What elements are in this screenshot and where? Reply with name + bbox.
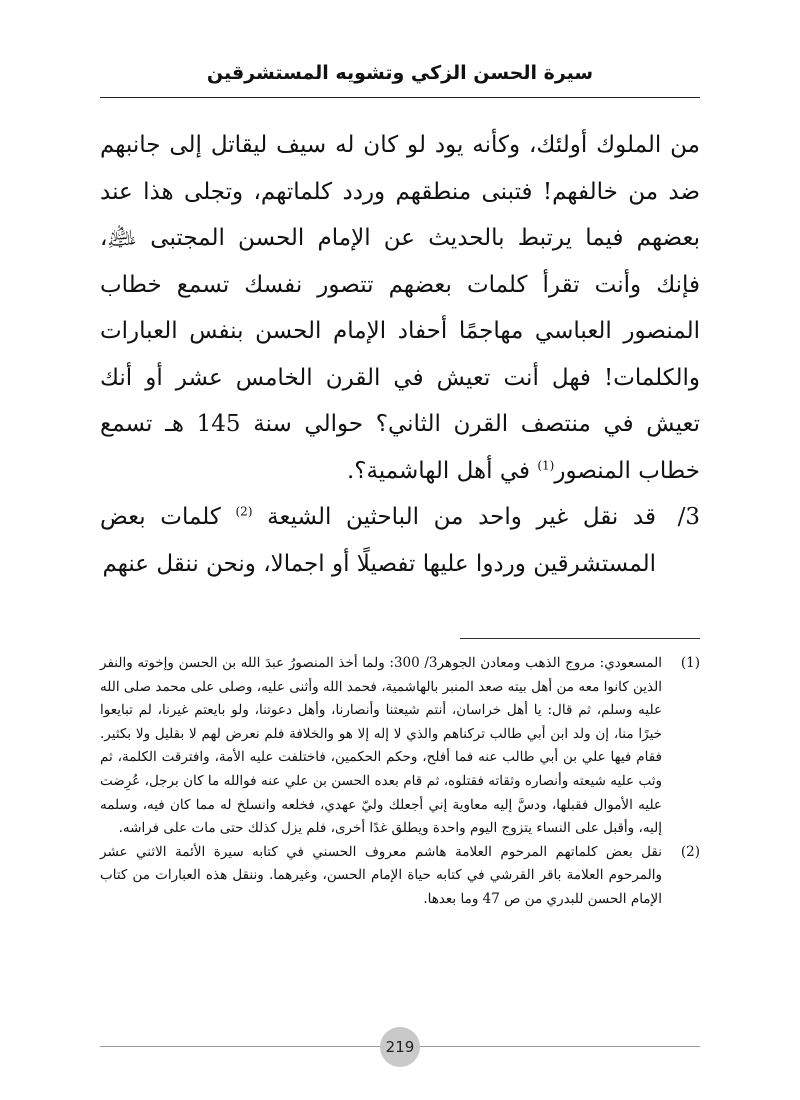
footnote-2 (100, 841, 700, 912)
footnote-ref-1[interactable]: (1) (537, 457, 555, 472)
footnote-text: المسعودي: مروج الذهب ومعادن الجوهر3/ 300: ولما أخذ المنصورُ عبدَ الله بن الحسن وإخوته والنفر الذين كانوا معه من أهل بيته صعد المنبر بالهاشمية، فحمد الله وأثنى عليه، وصلى على محمد صلى الله عليه وسلم، ثم قال: يا أهل خراسان، أنتم شيعتنا وأنصارنا، وأهل دعوتنا، ولو بايعتم غيرنا، لم تبايعوا خيرًا منا، إن ولد ابن أبي طالب تركناهم والذي لا إله إلا هو والخلافة فلم نعرض لهم لا بقليل ولا بكثير. فقام فيها علي بن أبي طالب عنه فما أفلح، وحكم الحكمين، فاختلفت عليه الأمة، وافترقت الكلمة، ثم وثب عليه شيعته وأنصاره وثقاته فقتلوه، ثم قام بعده الحسن بن علي عنه فوالله ما كان برجل، عُرِضت عليه الأموال فقبلها، ودسَّ إليه معاوية إني أجعلك وليّ عهدي، فخلعه وانسلخ له مما كان فيه، وسلمه إليه، وأقبل على النساء يتزوج اليوم واحدة ويطلق غدًا أخرى، فلم يزل كذلك حتى مات على فراشه. (100, 655, 663, 837)
main-text-block (100, 122, 700, 587)
footnote-text: نقل بعض كلماتهم المرحوم العلامة هاشم معروف الحسني في كتابه سيرة الأئمة الاثني عشر والمرحوم العلامة باقر القرشي في كتابه حياة الإمام الحسن، وغيرهما. وننقل هذه العبارات من كتاب الإمام الحسن للبدري من ص 47 وما بعدها. (100, 843, 662, 907)
body-paragraph (100, 122, 700, 494)
item-number: 3/ (677, 504, 700, 530)
item-text (100, 494, 656, 587)
footnote-ref-2[interactable]: (2) (235, 504, 253, 519)
body-paragraph-text: من الملوك أولئك، وكأنه يود لو كان له سيف ليقاتل إلى جانبهم ضد من خالفهم! فتبنى منطقهم وردد كلماتهم، وتجلى هذا عند بعضهم فيما يرتبط بالحديث عن الإمام الحسن المجتبى ﵇، فإنك وأنت تقرأ كلمات بعضهم تتصور نفسك تسمع خطاب المنصور العباسي مهاجمًا أحفاد الإمام الحسن بنفس العبارات والكلمات! فهل أنت تعيش في القرن الخامس عشر أو أنك تعيش في منتصف القرن الثاني؟ حوالي سنة 145 هـ تسمع خطاب المنصور (100, 132, 701, 484)
footnote-1 (100, 652, 700, 841)
footnotes-section (100, 652, 700, 912)
header-divider (100, 97, 700, 98)
running-header-title: سيرة الحسن الزكي وتشويه المستشرقين (206, 62, 594, 84)
body-paragraph-end: في أهل الهاشمية؟. (346, 457, 538, 484)
page-number-footer (100, 1027, 700, 1067)
item-text-a: قد نقل غير واحد من الباحثين الشيعة (252, 504, 656, 530)
numbered-item-3 (100, 494, 700, 587)
footnote-number: (1) (680, 655, 700, 671)
item-text-b: كلمات بعض المستشرقين وردوا عليها تفصيلًا أو اجمالا، ونحن ننقل عنهم (100, 504, 656, 577)
footnote-divider (460, 638, 700, 639)
page-number: 219 (380, 1027, 420, 1067)
footnote-number: (2) (680, 843, 700, 860)
